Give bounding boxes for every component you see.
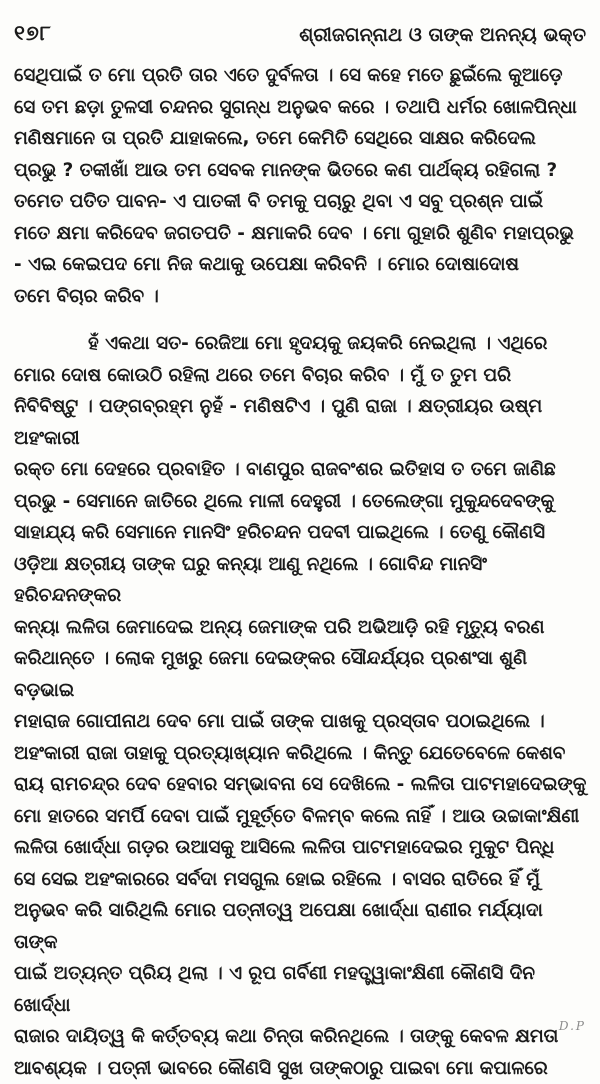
text-line: ପାଇଁ ଅତ୍ୟନ୍ତ ପ୍ରିୟ ଥିଲା । ଏ ରୂପ ଗର୍ବିଣୀ ମହତ୍ତ୍ୱାକାଂକ୍ଷିଣୀ କୌଣସି ଦିନ ଖୋର୍ଦ୍ଧା	[14, 958, 588, 1021]
footer-mark: D.P	[559, 1019, 586, 1033]
text-line: ଓଡ଼ିଆ କ୍ଷତ୍ରୀୟ ତାଙ୍କ ଘରୁ କନ୍ୟା ଆଣୁ ନଥିଲେ । ଗୋବିନ୍ଦ ମାନସିଂ ହରିଚନ୍ଦନଙ୍କର	[14, 549, 588, 612]
text-line: ଆବଶ୍ୟକ । ପତ୍ନୀ ଭାବରେ କୌଣସି ସୁଖ ତାଙ୍କଠାରୁ ପାଇବା ମୋ କପାଳରେ	[14, 1053, 588, 1084]
body-text	[14, 60, 588, 1084]
text-line: ସେ ତମ ଛଡ଼ା ତୁଳସୀ ଚନ୍ଦନର ସୁଗନ୍ଧ ଅନୁଭବ କରେ । ତଥାପି ଧର୍ମର ଖୋଳପିନ୍ଧା	[14, 92, 588, 124]
text-line: ସାହାଯ୍ୟ କରି ସେମାନେ ମାନସିଂ ହରିଚନ୍ଦନ ପଦବୀ ପାଇଥିଲେ । ତେଣୁ କୌଣସି	[14, 517, 588, 549]
text-line: ନିବିବିଷ୍ଟୁ । ପଙ୍ଗବ୍ରହ୍ମ ନୁହଁ - ମଣିଷଟିଏ । ପୁଣି ରାଜା । କ୍ଷତ୍ରୀୟର ଉଷ୍ମ ଅହଂକାରୀ	[14, 391, 588, 454]
paragraph-gap	[14, 312, 588, 328]
text-line: ସେ ସେଇ ଅହଂକାରରେ ସର୍ବଦା ମସଗୁଲ ହୋଇ ରହିଲେ । ବାସର ରାତିରେ ହିଁ ମୁଁ	[14, 864, 588, 896]
text-line: ଲଳିତା ଖୋର୍ଦ୍ଧା ଗଡ଼ର ଉଆସକୁ ଆସିଲେ ଲଳିତା ପାଟମହାଦେଇର ମୁକୁଟ ପିନ୍ଧି	[14, 832, 588, 864]
text-line: ମୋର ଦୋଷ କୋଉଠି ରହିଲା ଥରେ ତମେ ବିଚାର କରିବ । ମୁଁ ତ ତୁମ ପରି	[14, 360, 588, 392]
paragraph-1	[14, 60, 588, 312]
text-line: ହଁ ଏକଥା ସତ- ରେଜିଆ ମୋ ହୃଦୟକୁ ଜୟକରି ନେଇଥିଲା । ଏଥିରେ	[14, 328, 588, 360]
text-line: ରକ୍ତ ମୋ ଦେହରେ ପ୍ରବାହିତ । ବାଣପୁର ରାଜବଂଶର ଇତିହାସ ତ ତମେ ଜାଣିଛ	[14, 454, 588, 486]
text-line: ତମେ ବିଚାର କରିବ ।	[14, 281, 588, 313]
text-line: ମତେ କ୍ଷମା କରିଦେବ ଜଗତପତି - କ୍ଷମାକରି ଦେବ । ମୋ ଗୁହାରି ଶୁଣିବ ମହାପ୍ରଭୁ	[14, 218, 588, 250]
text-line: ପ୍ରଭୁ ? ତକୀଖାଁ ଆଉ ତମ ସେବକ ମାନଙ୍କ ଭିତରେ କଣ ପାର୍ଥକ୍ୟ ରହିଗଲା ?	[14, 155, 588, 187]
running-title: ଶ୍ରୀଜଗନ୍ନାଥ ଓ ତାଙ୍କ ଅନନ୍ୟ ଭକ୍ତ	[299, 24, 586, 46]
text-line: ମଣିଷମାନେ ତା ପ୍ରତି ଯାହାକଲେ, ତମେ କେମିତି ସେଥିରେ ସାକ୍ଷର କରିଦେଲ	[14, 123, 588, 155]
text-line: ଅନୁଭବ କରି ସାରିଥିଲି ମୋର ପତ୍ନୀତ୍ୱ ଅପେକ୍ଷା ଖୋର୍ଦ୍ଧା ରାଣୀର ମର୍ଯ୍ୟାଦା ତାଙ୍କ	[14, 895, 588, 958]
text-line: ତମେତ ପତିତ ପାବନ- ଏ ପାତକୀ ବି ତମକୁ ପଚାରୁ ଥିବା ଏ ସବୁ ପ୍ରଶ୍ନ ପାଇଁ	[14, 186, 588, 218]
text-line: ମହାରାଜ ଗୋପୀନାଥ ଦେବ ମୋ ପାଇଁ ତାଙ୍କ ପାଖକୁ ପ୍ରସ୍ତାବ ପଠାଇଥିଲେ ।	[14, 706, 588, 738]
text-line: କରିଥାନ୍ତେ । ଲୋକ ମୁଖରୁ ଜେମା ଦେଇଙ୍କର ସୌନ୍ଦର୍ଯ୍ୟର ପ୍ରଶଂସା ଶୁଣି ବଡ଼ଭାଇ	[14, 643, 588, 706]
text-line: ରାଜାର ଦାୟିତ୍ୱ କି କର୍ତ୍ତବ୍ୟ କଥା ଚିନ୍ତା କରିନଥିଲେ । ତାଙ୍କୁ କେବଳ କ୍ଷମତା	[14, 1021, 588, 1053]
text-line: ପ୍ରଭୁ - ସେମାନେ ଜାତିରେ ଥିଲେ ମାଳୀ ଦେହୁରୀ । ତେଲେଙ୍ଗା ମୁକୁନ୍ଦଦେବଙ୍କୁ	[14, 486, 588, 518]
text-line: ଅହଂକାରୀ ରାଜା ତାହାକୁ ପ୍ରତ୍ୟାଖ୍ୟାନ କରିଥିଲେ । କିନ୍ତୁ ଯେତେବେଳେ କେଶବ	[14, 738, 588, 770]
text-line: କନ୍ୟା ଲଳିତା ଜେମାଦେଇ ଅନ୍ୟ ଜେମାଙ୍କ ପରି ଅଭିଆଡ଼ି ରହି ମୃତ୍ୟୁ ବରଣ	[14, 612, 588, 644]
page-header	[14, 6, 586, 46]
text-line: - ଏଇ କେଇପଦ ମୋ ନିଜ କଥାକୁ ଉପେକ୍ଷା କରିବନି । ମୋର ଦୋଷାଦୋଷ	[14, 249, 588, 281]
text-line: ମୋ ହାତରେ ସମର୍ପି ଦେବା ପାଇଁ ମୁହୂର୍ତ୍ତେ ବିଳମ୍ବ କଲେ ନାହିଁ । ଆଉ ଉଚ୍ଚାକାଂକ୍ଷିଣୀ	[14, 801, 588, 833]
text-line: ସେଥିପାଇଁ ତ ମୋ ପ୍ରତି ତାର ଏତେ ଦୁର୍ବଳତା । ସେ କହେ ମତେ ଛୁଇଁଲେ କୁଆଡ଼େ	[14, 60, 588, 92]
page-number: ୧୭୮	[14, 21, 52, 46]
paragraph-2	[14, 328, 588, 1084]
text-line: ରାୟ ରାମଚନ୍ଦ୍ର ଦେବ ହେବାର ସମ୍ଭାବନା ସେ ଦେଖିଲେ - ଲଳିତା ପାଟମହାଦେଇଙ୍କୁ	[14, 769, 588, 801]
